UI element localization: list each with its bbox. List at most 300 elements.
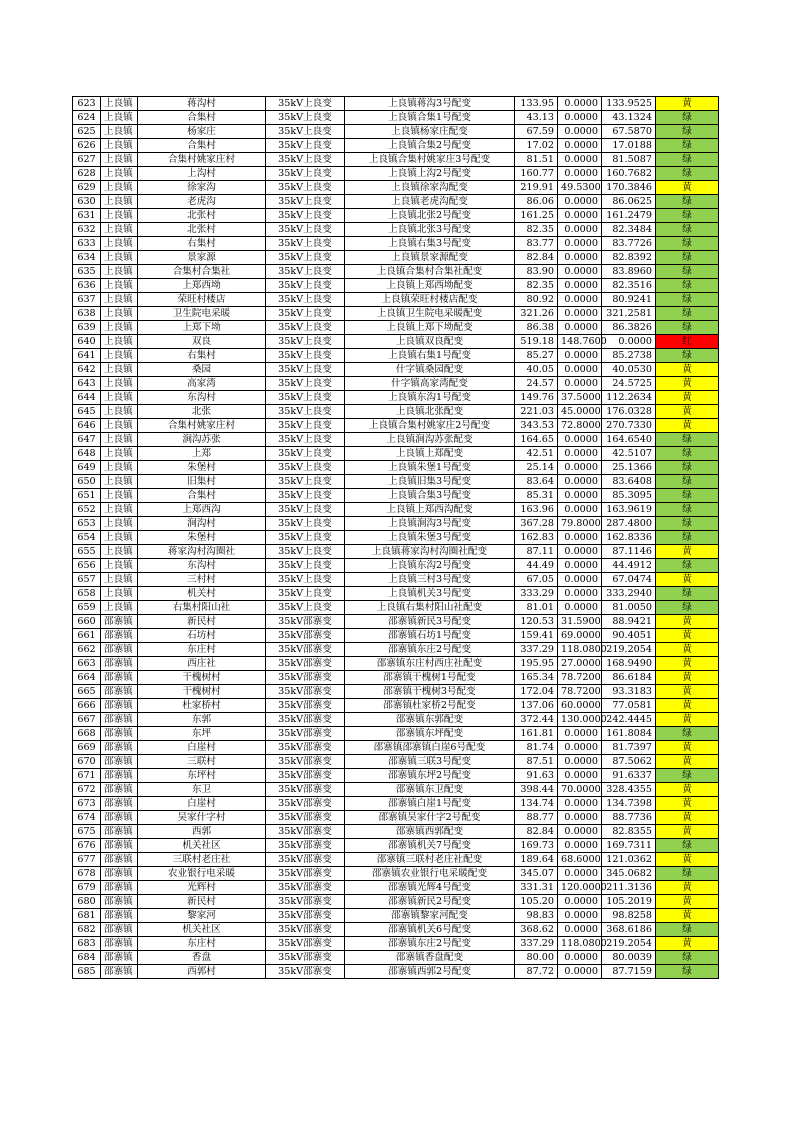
transformer-cell: 上良镇蒋沟3号配变 bbox=[345, 97, 515, 111]
available-capacity-cell: 90.4051 bbox=[602, 629, 656, 643]
used-capacity-cell: 118.0800 bbox=[558, 643, 602, 657]
town-cell: 上良镇 bbox=[101, 531, 138, 545]
village-cell: 东卫 bbox=[138, 783, 266, 797]
status-cell: 绿 bbox=[656, 489, 719, 503]
load-cell: 81.51 bbox=[515, 153, 558, 167]
substation-cell: 35kV上良变 bbox=[266, 475, 345, 489]
transformer-cell: 上良镇杨家庄配变 bbox=[345, 125, 515, 139]
available-capacity-cell: 211.3136 bbox=[602, 881, 656, 895]
village-cell: 北张 bbox=[138, 405, 266, 419]
town-cell: 上良镇 bbox=[101, 377, 138, 391]
row-number: 648 bbox=[73, 447, 101, 461]
row-number: 651 bbox=[73, 489, 101, 503]
transformer-cell: 上良镇合集村合集社配变 bbox=[345, 265, 515, 279]
status-cell: 绿 bbox=[656, 139, 719, 153]
transformer-cell: 上良镇上郑西坳配变 bbox=[345, 279, 515, 293]
substation-cell: 35kV邵寨变 bbox=[266, 923, 345, 937]
load-cell: 321.26 bbox=[515, 307, 558, 321]
transformer-cell: 上良镇东沟1号配变 bbox=[345, 391, 515, 405]
status-cell: 绿 bbox=[656, 209, 719, 223]
transformer-cell: 邵寨镇西郭2号配变 bbox=[345, 965, 515, 979]
status-cell: 黄 bbox=[656, 629, 719, 643]
row-number: 680 bbox=[73, 895, 101, 909]
load-cell: 333.29 bbox=[515, 587, 558, 601]
available-capacity-cell: 164.6540 bbox=[602, 433, 656, 447]
substation-cell: 35kV邵寨变 bbox=[266, 713, 345, 727]
village-cell: 蒋沟村 bbox=[138, 97, 266, 111]
available-capacity-cell: 328.4355 bbox=[602, 783, 656, 797]
used-capacity-cell: 148.7600 bbox=[558, 335, 602, 349]
transformer-cell: 上良镇合集村姚家庄3号配变 bbox=[345, 153, 515, 167]
status-cell: 黄 bbox=[656, 783, 719, 797]
row-number: 624 bbox=[73, 111, 101, 125]
row-number: 682 bbox=[73, 923, 101, 937]
available-capacity-cell: 86.3826 bbox=[602, 321, 656, 335]
town-cell: 上良镇 bbox=[101, 195, 138, 209]
load-cell: 44.49 bbox=[515, 559, 558, 573]
load-cell: 24.57 bbox=[515, 377, 558, 391]
row-number: 672 bbox=[73, 783, 101, 797]
village-cell: 机关村 bbox=[138, 587, 266, 601]
substation-cell: 35kV上良变 bbox=[266, 503, 345, 517]
available-capacity-cell: 80.0039 bbox=[602, 951, 656, 965]
status-cell: 绿 bbox=[656, 279, 719, 293]
substation-cell: 35kV上良变 bbox=[266, 377, 345, 391]
available-capacity-cell: 82.8355 bbox=[602, 825, 656, 839]
village-cell: 杨家庄 bbox=[138, 125, 266, 139]
transformer-cell: 上良镇上郑西沟配变 bbox=[345, 503, 515, 517]
load-cell: 172.04 bbox=[515, 685, 558, 699]
table-row bbox=[73, 867, 719, 881]
row-number: 673 bbox=[73, 797, 101, 811]
village-cell: 右集村 bbox=[138, 237, 266, 251]
transformer-cell: 上良镇上沟2号配变 bbox=[345, 167, 515, 181]
used-capacity-cell: 0.0000 bbox=[558, 895, 602, 909]
village-cell: 合集村 bbox=[138, 139, 266, 153]
status-cell: 绿 bbox=[656, 195, 719, 209]
table-row bbox=[73, 601, 719, 615]
used-capacity-cell: 0.0000 bbox=[558, 433, 602, 447]
row-number: 633 bbox=[73, 237, 101, 251]
village-cell: 朱堡村 bbox=[138, 531, 266, 545]
town-cell: 邵寨镇 bbox=[101, 671, 138, 685]
used-capacity-cell: 78.7200 bbox=[558, 685, 602, 699]
transformer-cell: 邵寨镇东坪2号配变 bbox=[345, 769, 515, 783]
town-cell: 邵寨镇 bbox=[101, 629, 138, 643]
row-number: 683 bbox=[73, 937, 101, 951]
village-cell: 白崖村 bbox=[138, 797, 266, 811]
load-cell: 81.01 bbox=[515, 601, 558, 615]
substation-cell: 35kV邵寨变 bbox=[266, 825, 345, 839]
used-capacity-cell: 118.0800 bbox=[558, 937, 602, 951]
village-cell: 光辉村 bbox=[138, 881, 266, 895]
used-capacity-cell: 0.0000 bbox=[558, 237, 602, 251]
load-cell: 82.35 bbox=[515, 279, 558, 293]
load-cell: 149.76 bbox=[515, 391, 558, 405]
transformer-cell: 上良镇三村3号配变 bbox=[345, 573, 515, 587]
row-number: 671 bbox=[73, 769, 101, 783]
row-number: 649 bbox=[73, 461, 101, 475]
table-body bbox=[73, 97, 719, 979]
table-row bbox=[73, 783, 719, 797]
town-cell: 上良镇 bbox=[101, 587, 138, 601]
transformer-cell: 邵寨镇农业银行电采暖配变 bbox=[345, 867, 515, 881]
transformer-cell: 邵寨镇三联3号配变 bbox=[345, 755, 515, 769]
town-cell: 邵寨镇 bbox=[101, 825, 138, 839]
status-cell: 绿 bbox=[656, 587, 719, 601]
load-cell: 165.34 bbox=[515, 671, 558, 685]
row-number: 661 bbox=[73, 629, 101, 643]
status-cell: 黄 bbox=[656, 881, 719, 895]
transformer-cell: 上良镇旧集3号配变 bbox=[345, 475, 515, 489]
capacity-table bbox=[72, 96, 719, 979]
row-number: 678 bbox=[73, 867, 101, 881]
town-cell: 上良镇 bbox=[101, 251, 138, 265]
load-cell: 67.59 bbox=[515, 125, 558, 139]
village-cell: 上郑西沟 bbox=[138, 503, 266, 517]
load-cell: 83.77 bbox=[515, 237, 558, 251]
used-capacity-cell: 0.0000 bbox=[558, 111, 602, 125]
town-cell: 上良镇 bbox=[101, 559, 138, 573]
load-cell: 83.90 bbox=[515, 265, 558, 279]
status-cell: 绿 bbox=[656, 475, 719, 489]
used-capacity-cell: 0.0000 bbox=[558, 923, 602, 937]
used-capacity-cell: 45.0000 bbox=[558, 405, 602, 419]
status-cell: 绿 bbox=[656, 559, 719, 573]
table-row bbox=[73, 699, 719, 713]
transformer-cell: 邵寨镇三联村老庄社配变 bbox=[345, 853, 515, 867]
town-cell: 邵寨镇 bbox=[101, 923, 138, 937]
used-capacity-cell: 27.0000 bbox=[558, 657, 602, 671]
town-cell: 上良镇 bbox=[101, 265, 138, 279]
used-capacity-cell: 79.8000 bbox=[558, 517, 602, 531]
available-capacity-cell: 345.0682 bbox=[602, 867, 656, 881]
used-capacity-cell: 0.0000 bbox=[558, 909, 602, 923]
load-cell: 134.74 bbox=[515, 797, 558, 811]
table-row bbox=[73, 377, 719, 391]
table-row bbox=[73, 909, 719, 923]
substation-cell: 35kV上良变 bbox=[266, 545, 345, 559]
available-capacity-cell: 85.3095 bbox=[602, 489, 656, 503]
table-row bbox=[73, 237, 719, 251]
village-cell: 合集村 bbox=[138, 111, 266, 125]
load-cell: 372.44 bbox=[515, 713, 558, 727]
used-capacity-cell: 0.0000 bbox=[558, 447, 602, 461]
load-cell: 87.51 bbox=[515, 755, 558, 769]
transformer-cell: 邵寨镇东庄2号配变 bbox=[345, 643, 515, 657]
used-capacity-cell: 0.0000 bbox=[558, 349, 602, 363]
transformer-cell: 上良镇涧沟苏张配变 bbox=[345, 433, 515, 447]
table-row bbox=[73, 559, 719, 573]
status-cell: 黄 bbox=[656, 797, 719, 811]
village-cell: 双良 bbox=[138, 335, 266, 349]
status-cell: 黄 bbox=[656, 685, 719, 699]
table-row bbox=[73, 937, 719, 951]
status-cell: 绿 bbox=[656, 307, 719, 321]
used-capacity-cell: 0.0000 bbox=[558, 797, 602, 811]
status-cell: 黄 bbox=[656, 405, 719, 419]
transformer-cell: 上良镇合集1号配变 bbox=[345, 111, 515, 125]
status-cell: 绿 bbox=[656, 433, 719, 447]
town-cell: 上良镇 bbox=[101, 307, 138, 321]
row-number: 654 bbox=[73, 531, 101, 545]
village-cell: 东庄村 bbox=[138, 643, 266, 657]
available-capacity-cell: 81.0050 bbox=[602, 601, 656, 615]
town-cell: 邵寨镇 bbox=[101, 685, 138, 699]
row-number: 666 bbox=[73, 699, 101, 713]
row-number: 685 bbox=[73, 965, 101, 979]
table-row bbox=[73, 727, 719, 741]
transformer-cell: 上良镇双良配变 bbox=[345, 335, 515, 349]
substation-cell: 35kV邵寨变 bbox=[266, 615, 345, 629]
transformer-cell: 邵寨镇机关6号配变 bbox=[345, 923, 515, 937]
status-cell: 绿 bbox=[656, 349, 719, 363]
available-capacity-cell: 287.4800 bbox=[602, 517, 656, 531]
load-cell: 219.91 bbox=[515, 181, 558, 195]
used-capacity-cell: 0.0000 bbox=[558, 461, 602, 475]
transformer-cell: 上良镇徐家沟配变 bbox=[345, 181, 515, 195]
status-cell: 绿 bbox=[656, 503, 719, 517]
town-cell: 邵寨镇 bbox=[101, 811, 138, 825]
available-capacity-cell: 333.2940 bbox=[602, 587, 656, 601]
table-row bbox=[73, 167, 719, 181]
load-cell: 337.29 bbox=[515, 937, 558, 951]
table-row bbox=[73, 97, 719, 111]
load-cell: 82.35 bbox=[515, 223, 558, 237]
available-capacity-cell: 163.9619 bbox=[602, 503, 656, 517]
village-cell: 机关社区 bbox=[138, 923, 266, 937]
table-row bbox=[73, 461, 719, 475]
row-number: 655 bbox=[73, 545, 101, 559]
transformer-cell: 上良镇上郑配变 bbox=[345, 447, 515, 461]
row-number: 659 bbox=[73, 601, 101, 615]
town-cell: 邵寨镇 bbox=[101, 755, 138, 769]
transformer-cell: 邵寨镇石坊1号配变 bbox=[345, 629, 515, 643]
load-cell: 25.14 bbox=[515, 461, 558, 475]
available-capacity-cell: 133.9525 bbox=[602, 97, 656, 111]
row-number: 643 bbox=[73, 377, 101, 391]
substation-cell: 35kV上良变 bbox=[266, 223, 345, 237]
used-capacity-cell: 0.0000 bbox=[558, 125, 602, 139]
table-row bbox=[73, 433, 719, 447]
substation-cell: 35kV邵寨变 bbox=[266, 657, 345, 671]
village-cell: 新民村 bbox=[138, 895, 266, 909]
transformer-cell: 上良镇合集3号配变 bbox=[345, 489, 515, 503]
table-row bbox=[73, 321, 719, 335]
town-cell: 邵寨镇 bbox=[101, 657, 138, 671]
substation-cell: 35kV上良变 bbox=[266, 293, 345, 307]
town-cell: 上良镇 bbox=[101, 97, 138, 111]
status-cell: 绿 bbox=[656, 153, 719, 167]
village-cell: 徐家沟 bbox=[138, 181, 266, 195]
table-row bbox=[73, 685, 719, 699]
row-number: 662 bbox=[73, 643, 101, 657]
substation-cell: 35kV上良变 bbox=[266, 167, 345, 181]
town-cell: 上良镇 bbox=[101, 293, 138, 307]
substation-cell: 35kV上良变 bbox=[266, 265, 345, 279]
town-cell: 邵寨镇 bbox=[101, 643, 138, 657]
row-number: 629 bbox=[73, 181, 101, 195]
row-number: 641 bbox=[73, 349, 101, 363]
available-capacity-cell: 82.3484 bbox=[602, 223, 656, 237]
used-capacity-cell: 0.0000 bbox=[558, 307, 602, 321]
status-cell: 绿 bbox=[656, 125, 719, 139]
status-cell: 黄 bbox=[656, 545, 719, 559]
substation-cell: 35kV上良变 bbox=[266, 251, 345, 265]
row-number: 681 bbox=[73, 909, 101, 923]
town-cell: 邵寨镇 bbox=[101, 713, 138, 727]
substation-cell: 35kV上良变 bbox=[266, 405, 345, 419]
row-number: 663 bbox=[73, 657, 101, 671]
status-cell: 黄 bbox=[656, 419, 719, 433]
available-capacity-cell: 321.2581 bbox=[602, 307, 656, 321]
row-number: 677 bbox=[73, 853, 101, 867]
load-cell: 137.06 bbox=[515, 699, 558, 713]
town-cell: 上良镇 bbox=[101, 419, 138, 433]
substation-cell: 35kV上良变 bbox=[266, 601, 345, 615]
town-cell: 邵寨镇 bbox=[101, 881, 138, 895]
available-capacity-cell: 368.6186 bbox=[602, 923, 656, 937]
available-capacity-cell: 44.4912 bbox=[602, 559, 656, 573]
used-capacity-cell: 0.0000 bbox=[558, 293, 602, 307]
village-cell: 机关社区 bbox=[138, 839, 266, 853]
status-cell: 绿 bbox=[656, 839, 719, 853]
substation-cell: 35kV邵寨变 bbox=[266, 769, 345, 783]
village-cell: 合集村姚家庄村 bbox=[138, 419, 266, 433]
table-row bbox=[73, 251, 719, 265]
transformer-cell: 邵寨镇东庄2号配变 bbox=[345, 937, 515, 951]
village-cell: 右集村阳山社 bbox=[138, 601, 266, 615]
village-cell: 吴家什字村 bbox=[138, 811, 266, 825]
row-number: 631 bbox=[73, 209, 101, 223]
status-cell: 绿 bbox=[656, 167, 719, 181]
town-cell: 上良镇 bbox=[101, 475, 138, 489]
row-number: 627 bbox=[73, 153, 101, 167]
load-cell: 85.27 bbox=[515, 349, 558, 363]
village-cell: 干槐树村 bbox=[138, 685, 266, 699]
used-capacity-cell: 0.0000 bbox=[558, 251, 602, 265]
row-number: 637 bbox=[73, 293, 101, 307]
table-row bbox=[73, 769, 719, 783]
town-cell: 上良镇 bbox=[101, 125, 138, 139]
transformer-cell: 上良镇上郑下坳配变 bbox=[345, 321, 515, 335]
transformer-cell: 什字镇高家湾配变 bbox=[345, 377, 515, 391]
transformer-cell: 邵寨镇东庄村西庄社配变 bbox=[345, 657, 515, 671]
available-capacity-cell: 42.5107 bbox=[602, 447, 656, 461]
town-cell: 邵寨镇 bbox=[101, 783, 138, 797]
status-cell: 绿 bbox=[656, 265, 719, 279]
transformer-cell: 上良镇景家源配变 bbox=[345, 251, 515, 265]
used-capacity-cell: 0.0000 bbox=[558, 363, 602, 377]
used-capacity-cell: 0.0000 bbox=[558, 559, 602, 573]
town-cell: 上良镇 bbox=[101, 181, 138, 195]
village-cell: 三联村老庄社 bbox=[138, 853, 266, 867]
used-capacity-cell: 49.5300 bbox=[558, 181, 602, 195]
substation-cell: 35kV上良变 bbox=[266, 335, 345, 349]
table-row bbox=[73, 741, 719, 755]
load-cell: 164.65 bbox=[515, 433, 558, 447]
table-row bbox=[73, 853, 719, 867]
available-capacity-cell: 83.8960 bbox=[602, 265, 656, 279]
row-number: 640 bbox=[73, 335, 101, 349]
row-number: 645 bbox=[73, 405, 101, 419]
available-capacity-cell: 134.7398 bbox=[602, 797, 656, 811]
available-capacity-cell: 67.0474 bbox=[602, 573, 656, 587]
used-capacity-cell: 0.0000 bbox=[558, 601, 602, 615]
village-cell: 上沟村 bbox=[138, 167, 266, 181]
used-capacity-cell: 0.0000 bbox=[558, 475, 602, 489]
transformer-cell: 邵寨镇黎家河配变 bbox=[345, 909, 515, 923]
table-row bbox=[73, 531, 719, 545]
load-cell: 42.51 bbox=[515, 447, 558, 461]
table-row bbox=[73, 881, 719, 895]
village-cell: 东庄村 bbox=[138, 937, 266, 951]
transformer-cell: 上良镇右集3号配变 bbox=[345, 237, 515, 251]
village-cell: 荣旺村楼店 bbox=[138, 293, 266, 307]
load-cell: 40.05 bbox=[515, 363, 558, 377]
table-row bbox=[73, 419, 719, 433]
substation-cell: 35kV邵寨变 bbox=[266, 811, 345, 825]
substation-cell: 35kV上良变 bbox=[266, 419, 345, 433]
transformer-cell: 上良镇老虎沟配变 bbox=[345, 195, 515, 209]
table-row bbox=[73, 405, 719, 419]
available-capacity-cell: 40.0530 bbox=[602, 363, 656, 377]
table-row bbox=[73, 713, 719, 727]
substation-cell: 35kV上良变 bbox=[266, 447, 345, 461]
used-capacity-cell: 68.6000 bbox=[558, 853, 602, 867]
village-cell: 东沟村 bbox=[138, 391, 266, 405]
used-capacity-cell: 0.0000 bbox=[558, 97, 602, 111]
available-capacity-cell: 105.2019 bbox=[602, 895, 656, 909]
table-row bbox=[73, 671, 719, 685]
table-row bbox=[73, 643, 719, 657]
status-cell: 黄 bbox=[656, 909, 719, 923]
row-number: 675 bbox=[73, 825, 101, 839]
available-capacity-cell: 170.3846 bbox=[602, 181, 656, 195]
load-cell: 105.20 bbox=[515, 895, 558, 909]
used-capacity-cell: 0.0000 bbox=[558, 741, 602, 755]
town-cell: 邵寨镇 bbox=[101, 965, 138, 979]
status-cell: 黄 bbox=[656, 643, 719, 657]
substation-cell: 35kV邵寨变 bbox=[266, 951, 345, 965]
used-capacity-cell: 78.7200 bbox=[558, 671, 602, 685]
village-cell: 西郭村 bbox=[138, 965, 266, 979]
status-cell: 绿 bbox=[656, 965, 719, 979]
village-cell: 农业银行电采暖 bbox=[138, 867, 266, 881]
substation-cell: 35kV邵寨变 bbox=[266, 783, 345, 797]
used-capacity-cell: 0.0000 bbox=[558, 755, 602, 769]
substation-cell: 35kV上良变 bbox=[266, 139, 345, 153]
row-number: 650 bbox=[73, 475, 101, 489]
used-capacity-cell: 69.0000 bbox=[558, 629, 602, 643]
substation-cell: 35kV邵寨变 bbox=[266, 965, 345, 979]
status-cell: 黄 bbox=[656, 97, 719, 111]
available-capacity-cell: 87.5062 bbox=[602, 755, 656, 769]
load-cell: 81.74 bbox=[515, 741, 558, 755]
town-cell: 上良镇 bbox=[101, 447, 138, 461]
status-cell: 绿 bbox=[656, 251, 719, 265]
row-number: 674 bbox=[73, 811, 101, 825]
load-cell: 161.81 bbox=[515, 727, 558, 741]
used-capacity-cell: 0.0000 bbox=[558, 573, 602, 587]
village-cell: 朱堡村 bbox=[138, 461, 266, 475]
transformer-cell: 邵寨镇香盘配变 bbox=[345, 951, 515, 965]
used-capacity-cell: 0.0000 bbox=[558, 139, 602, 153]
transformer-cell: 什字镇桑园配变 bbox=[345, 363, 515, 377]
town-cell: 邵寨镇 bbox=[101, 951, 138, 965]
row-number: 676 bbox=[73, 839, 101, 853]
village-cell: 涧沟村 bbox=[138, 517, 266, 531]
